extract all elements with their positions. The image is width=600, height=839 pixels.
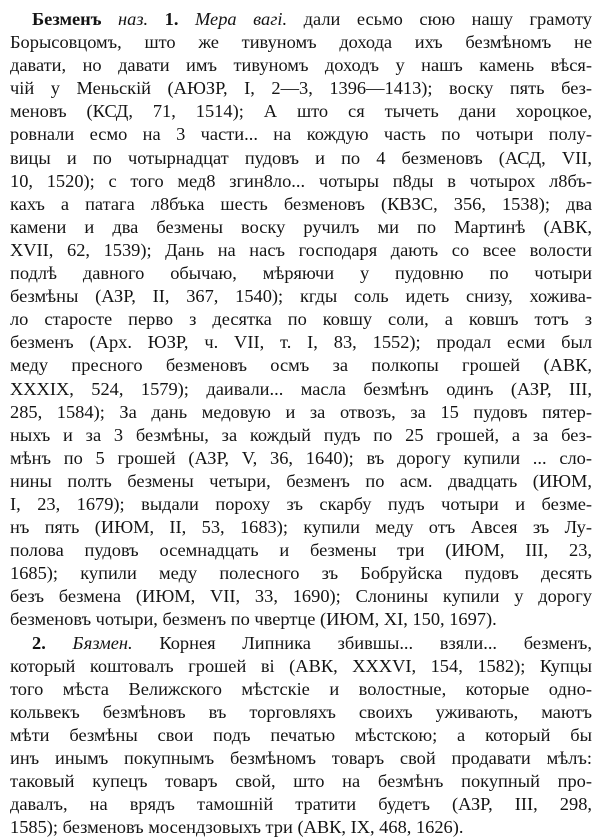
sense-number: 1.: [148, 9, 179, 29]
entry-line: I, 23, 1679); выдали пороху зъ скарбу пудъ чотыри и безме-: [10, 493, 592, 514]
entry-line: нины полть безмены четыри, безменъ по асм. двадцать (ИЮМ,: [10, 470, 592, 491]
entry-line: ло старосте перво з десятка по ковшу соли, а ковшъ тотъ з: [10, 309, 592, 330]
entry-sense-2: [10, 632, 592, 839]
entry-line: XXXIX, 524, 1579); даивали... масла безмѣнъ одинъ (АЗР, III,: [10, 378, 592, 399]
entry-line: который коштовалъ грошей ві (АВК, XXXVI, 154, 1582); Купцы: [10, 655, 592, 676]
entry-line: XVII, 62, 1539); Дань на насъ господаря дають со всее волости: [10, 239, 592, 260]
entry-line: безменъ (Арх. ЮЗР, ч. VII, т. I, 83, 1552); продал есми был: [10, 332, 592, 353]
entry-line: безмѣны (АЗР, II, 367, 1540); кгды соль идеть снизу, хожива-: [10, 286, 592, 307]
entry-line: Борысовцомъ, што же тивуномъ дохода ихъ безмѣномъ не: [10, 32, 592, 53]
entry-line: подлѣ давного обычаю, мѣряючи у пудовню по чотыри: [10, 263, 592, 284]
entry-line: инъ инымъ покупнымъ безмѣномъ товаръ свой продавати мѣлъ:: [10, 748, 592, 768]
entry-line: нъ пять (ИЮМ, II, 53, 1683); купили меду отъ Авсея зъ Лу-: [10, 517, 592, 538]
entry-line: кахъ а патага л8бъка шесть безменовъ (КВЗС, 356, 1538); два: [10, 193, 592, 214]
entry-line: 285, 1584); За дань медовую и за отвозъ, за 15 пудовъ пятер-: [10, 401, 592, 422]
entry-line: мѣнъ по 5 грошей (АЗР, V, 36, 1640); въ дорогу купили ... сло-: [10, 447, 592, 468]
entry-line: 1685); купили меду полесного зъ Бобруйска пудовъ десять: [10, 563, 592, 584]
entry-line: кольвекъ безмѣновъ въ торговляхъ своихъ уживають, маютъ: [10, 701, 592, 722]
entry-line: меду пресного безменовъ осмъ за полкопы грошей (АВК,: [10, 355, 592, 376]
entry-line: камени и два безмены воску ручилъ ми по Мартинѣ (АВК,: [10, 216, 592, 237]
citation-text: дали есьмо сюю нашу грамоту: [287, 9, 592, 29]
entry-line: мѣти безмѣны свои подъ печатью мѣстскою; а который бы: [10, 724, 592, 745]
entry-line: таковый купецъ товаръ свой, што на безмѣнъ покупный про-: [10, 771, 592, 792]
entry-line: того мѣста Велижского мѣстскіе и волостные, которые одно-: [10, 678, 592, 699]
entry-line: ныхъ и за 3 безмѣны, за кождый пудъ по 25 грошей, а за без-: [10, 424, 592, 445]
entry-line: меновъ (КСД, 71, 1514); А што ся тычеть дани хороцкое,: [10, 101, 592, 122]
entry-line: давалъ, на врядъ тамошній тратити будетъ (АЗР, III, 298,: [10, 794, 592, 815]
entry-line: 10, 1520); с того мед8 згин8ло... чотыры п8ды в чотырох л8бъ-: [10, 170, 592, 191]
sense-gloss: Мера вагі.: [178, 9, 288, 29]
sense-number: 2.: [32, 632, 46, 653]
entry-line: полова пудовъ осемнадцать и безмены три (ИЮМ, III, 23,: [10, 540, 592, 561]
entry-line: 1585); безменовъ мосендзовыхъ три (АВК, IX, 468, 1626).: [10, 817, 464, 838]
entry-line: вицы и по чотырнадцат пудовъ и по 4 безменовъ (АСД, VII,: [10, 147, 592, 168]
grammar-label: наз.: [101, 9, 149, 29]
entry-line: давати, но давати имъ тивуномъ доходъ у нашъ камень вѣся-: [10, 55, 592, 76]
entry-line: чій у Меньскій (АЮЗР, I, 2—3, 1396—1413); воску пять без-: [10, 78, 592, 99]
entry-line: [10, 8, 592, 31]
entry-line: безъ безмена (ИЮМ, VII, 33, 1690); Слонины купили у дорогу: [10, 586, 592, 607]
citation-text: Корнея Липника збившы... взяли... безменъ,: [132, 632, 592, 653]
headword: Безменъ: [32, 9, 102, 29]
entry-line: безменовъ чотыри, безменъ по чвертце (ИЮМ, XI, 150, 1697).: [10, 609, 497, 630]
entry-line: ровнали есмо на 3 части... на кождую часть по чотыри полу-: [10, 124, 592, 145]
entry-line: [10, 632, 592, 655]
sense-gloss: Бязмен.: [45, 632, 133, 653]
entry-sense-1: [10, 8, 592, 632]
